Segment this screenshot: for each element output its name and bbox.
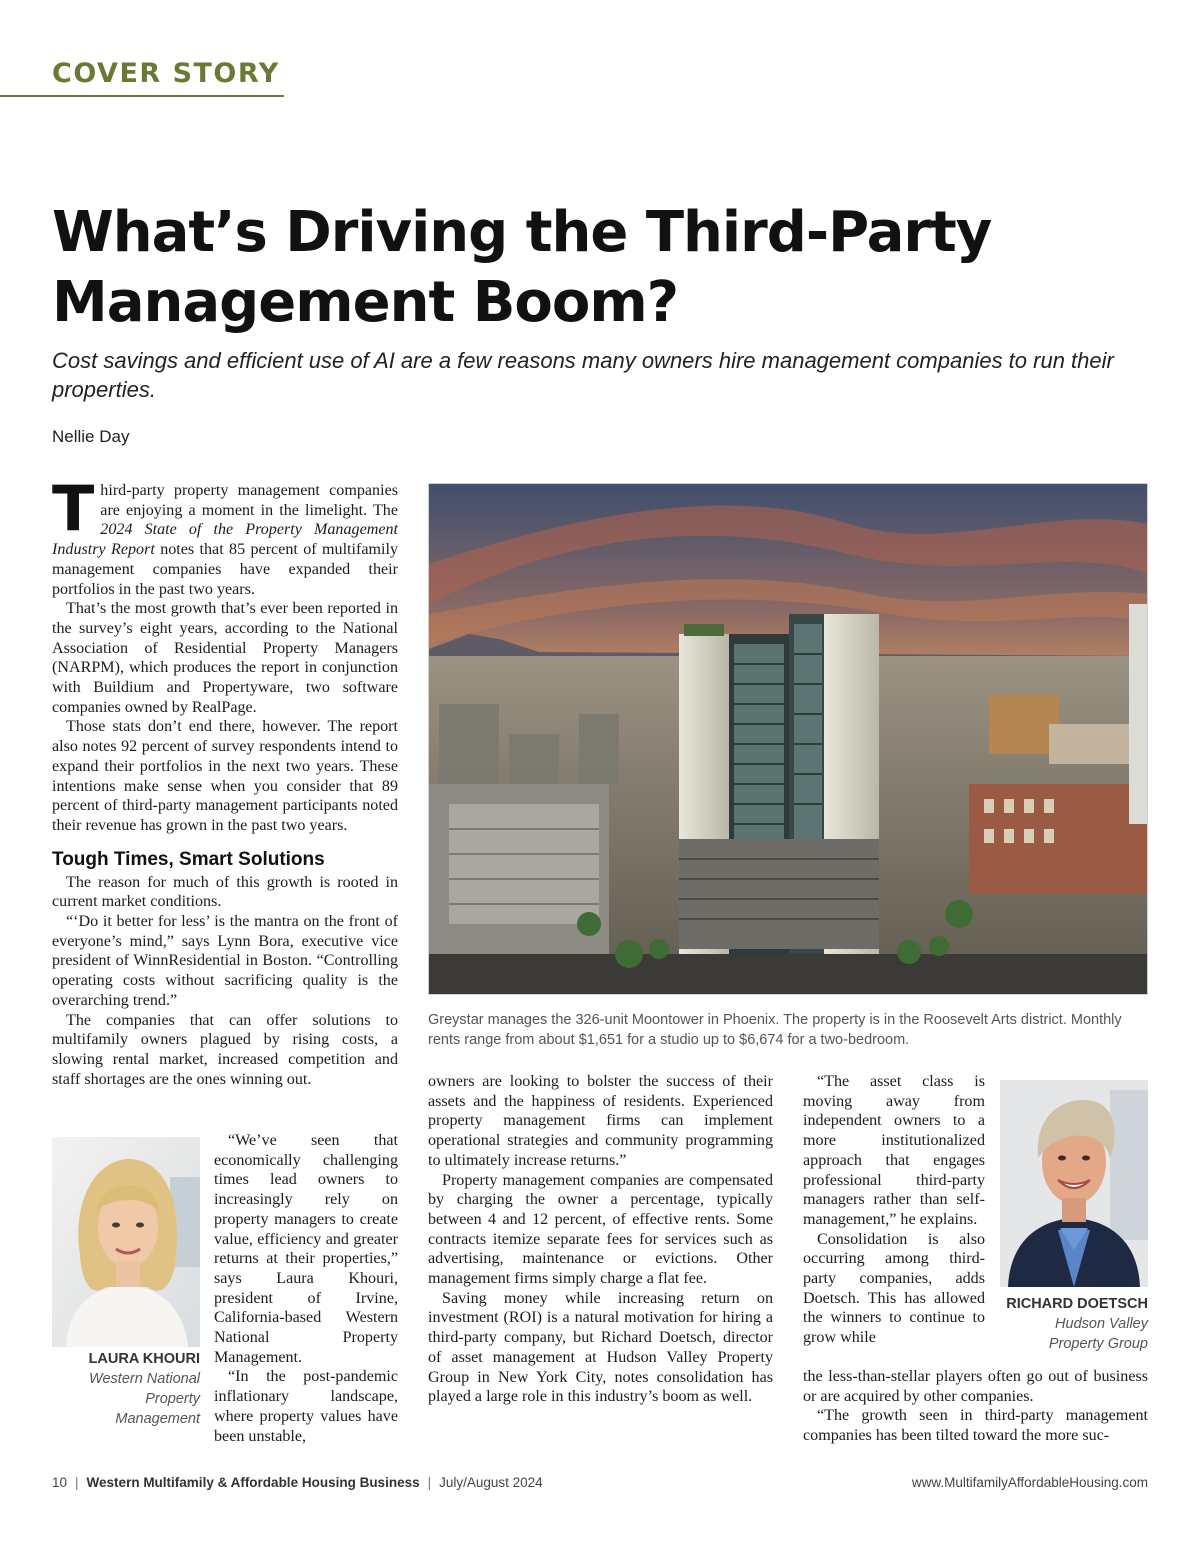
doetsch-org-line: Property Group: [1048, 1336, 1148, 1352]
doetsch-photo: [1000, 1080, 1148, 1287]
article-column-1: [52, 472, 399, 1089]
khouri-org-line: Management: [115, 1411, 200, 1427]
paragraph: “The asset class is moving away from independent owners to a more institutionalized approach that engages professional third-party managers rather than self-management,” he explains.: [803, 1073, 985, 1228]
article-headline: What’s Driving the Third-Party Management Boom?: [52, 200, 992, 335]
paragraph: owners are looking to bolster the success of their assets and the happiness of residents. Experienced property management firms can implement operational strategies and community programming to ultimately increase returns.”: [428, 1073, 773, 1169]
paragraph: Saving money while increasing return on investment (ROI) is a natural motivation for hiring a third-party company, but Richard Doetsch, director of asset management at Hudson Valley Property Group in New York City, notes consolidation has played a large role in this industry’s boom as well.: [428, 1289, 773, 1406]
paragraph: “In the post-pandemic inflationary landscape, where property values have been unstable,: [214, 1368, 398, 1445]
article-column-2: [428, 1072, 773, 1407]
intro-text: hird-party property management companies are enjoying a moment in the limelight. The: [100, 482, 398, 519]
article-column-1-inset: [214, 1131, 398, 1446]
paragraph: “The growth seen in third-party management companies has been tilted toward the more suc-: [803, 1407, 1148, 1445]
article-byline: Nellie Day: [52, 427, 130, 446]
photo-caption: Greystar manages the 326-unit Moontower in Phoenix. The property is in the Roosevelt Arts district. Monthly rents range from about $1,651 for a studio up to $6,674 for a two-bedroom.: [428, 1012, 1122, 1048]
intro-text-end: notes that 85 percent of multifamily management companies have expanded their portfolios in the past two years.: [52, 541, 399, 598]
paragraph: That’s the most growth that’s ever been reported in the survey’s eight years, according to the National Association of Residential Property Managers (NARPM), which produces the report in conjunction with Buildium and Propertyware, two software companies owned by RealPage.: [52, 600, 398, 716]
page-number: 10: [52, 1475, 68, 1490]
paragraph: “‘Do it better for less’ is the mantra on the front of everyone’s mind,” says Lynn Bora, executive vice president of WinnResidential in Boston. “Controlling operating costs without sacrificing quality is the overarching trend.”: [52, 913, 398, 1009]
article-deck: Cost savings and efficient use of AI are a few reasons many owners hire management companies to run their properties.: [52, 348, 1114, 402]
paragraph: Property management companies are compensated by charging the owner a percentage, typically between 4 and 12 percent, of effective rents. Some contracts itemize separate fees for services such as advertising, maintenance or evictions. Other management firms simply charge a flat fee.: [428, 1171, 773, 1288]
khouri-photo: [52, 1137, 200, 1347]
drop-cap: T: [52, 472, 95, 545]
article-column-3-inset: [803, 1072, 985, 1348]
doetsch-org-line: Hudson Valley: [1055, 1316, 1148, 1332]
subhead: Tough Times, Smart Solutions: [52, 848, 325, 870]
paragraph: The companies that can offer solutions to multifamily owners plagued by rising costs, a slowing rental market, increased competition and staff shortages are the ones winning out.: [52, 1011, 398, 1088]
paragraph: the less-than-stellar players often go out of business or are acquired by other companies.: [803, 1368, 1148, 1405]
publication-name: Western Multifamily & Affordable Housing Business: [86, 1475, 420, 1490]
section-label: COVER STORY: [52, 58, 280, 89]
khouri-caption: [52, 1350, 200, 1429]
section-rule: [0, 95, 284, 97]
publication-url[interactable]: www.MultifamilyAffordableHousing.com: [911, 1475, 1148, 1490]
khouri-name: LAURA KHOURI: [88, 1351, 200, 1367]
paragraph: The reason for much of this growth is rooted in current market conditions.: [52, 873, 398, 911]
paragraph-intro: [52, 472, 399, 599]
moontower-photo: [428, 483, 1148, 995]
khouri-org-line: Property: [145, 1391, 200, 1407]
paragraph: Consolidation is also occurring among third-party companies, adds Doetsch. This has allowed the winners to continue to grow while: [803, 1230, 985, 1347]
paragraph: Those stats don’t end there, however. The report also notes 92 percent of survey respondents intend to expand their portfolios in the next two years. These intentions make sense when you consider that 89 percent of third-party management participants noted their revenue has grown in the past two years.: [52, 718, 398, 834]
issue-date: July/August 2024: [439, 1475, 543, 1490]
article-column-3: [803, 1367, 1148, 1446]
report-title: 2024 State of the Property Management Industry Report: [52, 521, 398, 559]
doetsch-name: RICHARD DOETSCH: [1006, 1296, 1148, 1312]
paragraph: “We’ve seen that economically challenging times lead owners to increasingly rely on property managers to create value, efficiency and greater returns at their properties,” says Laura Khouri, president of Irvine, California-based Western National Property Management.: [214, 1132, 398, 1366]
footer-separator: |: [75, 1475, 79, 1490]
doetsch-caption: [1000, 1295, 1148, 1354]
khouri-org-line: Western National: [89, 1371, 200, 1387]
footer-left: [52, 1475, 543, 1490]
footer-separator: |: [427, 1475, 432, 1490]
